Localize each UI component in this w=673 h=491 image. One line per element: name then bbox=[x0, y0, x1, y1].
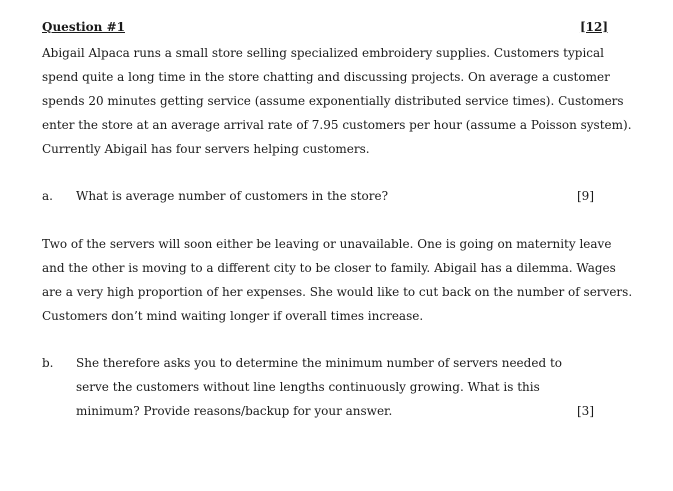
part-a-letter: a. bbox=[42, 189, 53, 203]
followup-paragraph: Two of the servers will soon either be leaving or unavailable. One is going on maternity leave and the other is moving to a different city to be closer to family. Abigail has a dilemma. Wages are a very high proportion of her expenses. She would like to cut back on the number of servers. Customers don’t mind waiting longer if overall times increase. bbox=[42, 237, 633, 323]
part-b-question: She therefore asks you to determine the minimum number of servers needed to serve the customers without line lengths continuously growing. What is this minimum? Provide reasons/backup for your answer. bbox=[76, 356, 562, 418]
part-b-letter: b. bbox=[42, 356, 54, 370]
part-a-marks: [9] bbox=[577, 189, 594, 203]
question-title: Question #1 bbox=[42, 20, 125, 34]
part-b-marks: [3] bbox=[577, 404, 594, 418]
scenario-paragraph: Abigail Alpaca runs a small store selling specialized embroidery supplies. Customers typical spend quite a long time in the store chatting and discussing projects. On average a customer spends 20 minutes getting service (assume exponentially distributed service times). Customers enter the store at an average arrival rate of 7.95 customers per hour (assume a Poisson system). Currently Abigail has four servers helping customers. bbox=[42, 46, 632, 156]
question-total-marks: [12] bbox=[579, 20, 608, 34]
part-a-question: What is average number of customers in the store? bbox=[76, 189, 389, 203]
question-header bbox=[42, 20, 608, 38]
